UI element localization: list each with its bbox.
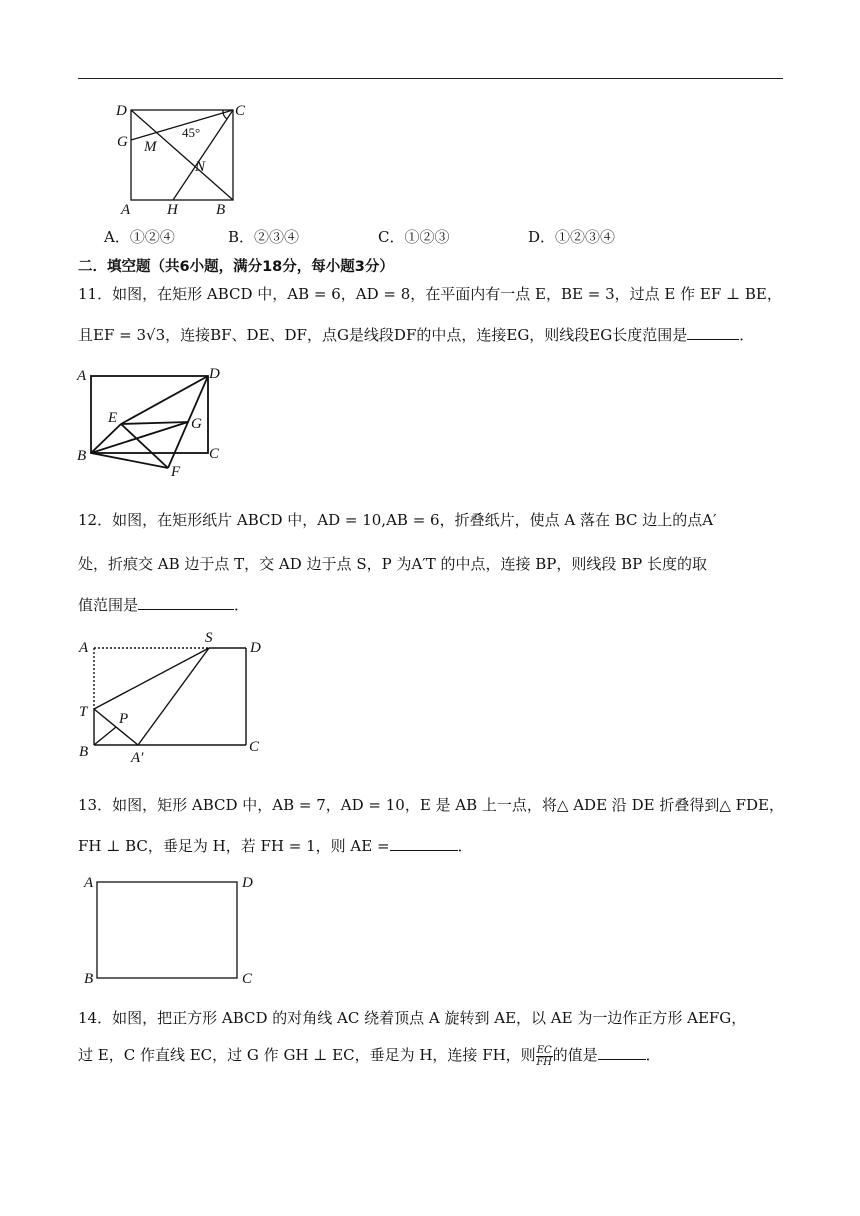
option-b: B．②③④: [228, 228, 300, 246]
q13-end: ．: [457, 837, 473, 855]
option-c: C．①②③: [378, 228, 450, 246]
q14-end: ．: [645, 1046, 661, 1064]
figure-q13: [78, 868, 268, 988]
fig10-label-N: N: [195, 159, 206, 175]
option-a: A．①②④: [104, 228, 175, 246]
fig11-label-E: E: [108, 410, 118, 426]
fig12-label-D: D: [250, 640, 261, 656]
q14-fraction: [536, 1045, 553, 1068]
fig12-label-S: S: [205, 630, 213, 646]
fig11-label-G: G: [191, 416, 202, 432]
q12-line1: 12．如图，在矩形纸片 ABCD 中，AD = 10,AB = 6，折叠纸片，使点 A 落在 BC 边上的点A′: [78, 511, 717, 529]
q13-line2: [78, 835, 473, 856]
header-rule: [78, 78, 783, 79]
q13-line2-text: FH ⊥ BC，垂足为 H，若 FH = 1，则 AE =: [78, 837, 390, 855]
fig10-label-G: G: [117, 134, 128, 150]
q14-line2: [78, 1044, 661, 1068]
fig10-label-B: B: [216, 202, 226, 218]
fig12-label-A-prime: A′: [131, 750, 144, 766]
fig12-label-A: A: [79, 640, 89, 656]
q12-answer-blank[interactable]: [138, 595, 234, 610]
q11-line1: 11．如图，在矩形 ABCD 中，AB = 6，AD = 8，在平面内有一点 E，BE = 3，过点 E 作 EF ⊥ BE，: [78, 285, 782, 303]
q12-line2: 处，折痕交 AB 边于点 T，交 AD 边于点 S，P 为A′T 的中点，连接 BP，则线段 BP 长度的取: [78, 555, 708, 573]
q12-line3: [78, 594, 249, 615]
q12-line3-text: 值范围是: [78, 596, 139, 614]
fig13-label-C: C: [242, 971, 253, 987]
q14-frac-denominator: FH: [536, 1056, 552, 1068]
fig13-label-D: D: [242, 875, 253, 891]
fig11-label-C: C: [209, 446, 220, 462]
fig10-label-C: C: [235, 103, 246, 119]
figure-q10: [110, 100, 250, 220]
fig11-label-F: F: [171, 464, 181, 480]
q11-answer-blank[interactable]: [687, 325, 739, 340]
q14-line2-text: 过 E，C 作直线 EC，过 G 作 GH ⊥ EC，垂足为 H，连接 FH，则: [78, 1046, 536, 1064]
fig10-label-M: M: [144, 139, 157, 155]
fig10-label-H: H: [167, 202, 178, 218]
q14-frac-numerator: EC: [536, 1044, 552, 1056]
figure-q12: [75, 628, 275, 768]
q11-end: ．: [739, 326, 755, 344]
fig13-label-A: A: [84, 875, 94, 891]
fig12-label-C: C: [249, 739, 260, 755]
fig12-label-P: P: [119, 711, 129, 727]
q11-line2-text: 且EF = 3√3，连接BF、DE、DF，点G是线段DF的中点，连接EG，则线段EG长度范围是: [78, 326, 688, 344]
fig10-label-angle: 45°: [182, 125, 201, 140]
figure-q11: [75, 362, 235, 482]
fig10-label-A: A: [121, 202, 131, 218]
fig12-label-T: T: [79, 704, 88, 720]
fig11-label-B: B: [77, 448, 87, 464]
q14-line1: 14．如图，把正方形 ABCD 的对角线 AC 绕着顶点 A 旋转到 AE，以 AE 为一边作正方形 AEFG，: [78, 1009, 747, 1027]
fig11-label-A: A: [77, 368, 87, 384]
q12-end: ．: [234, 596, 250, 614]
q14-answer-blank[interactable]: [598, 1045, 646, 1060]
option-d: D．①②③④: [528, 228, 616, 246]
fig11-label-D: D: [209, 366, 220, 382]
section-heading: 二．填空题（共6小题，满分18分，每小题3分）: [78, 259, 394, 275]
fig13-label-B: B: [84, 971, 94, 987]
fig10-label-D: D: [116, 103, 127, 119]
q13-answer-blank[interactable]: [390, 836, 458, 851]
fig12-label-B: B: [79, 744, 89, 760]
q13-line1: 13．如图，矩形 ABCD 中，AB = 7，AD = 10，E 是 AB 上一点，将△ ADE 沿 DE 折叠得到△ FDE，: [78, 796, 785, 814]
q14-line2b: 的值是: [552, 1046, 598, 1064]
q11-line2: [78, 324, 754, 345]
